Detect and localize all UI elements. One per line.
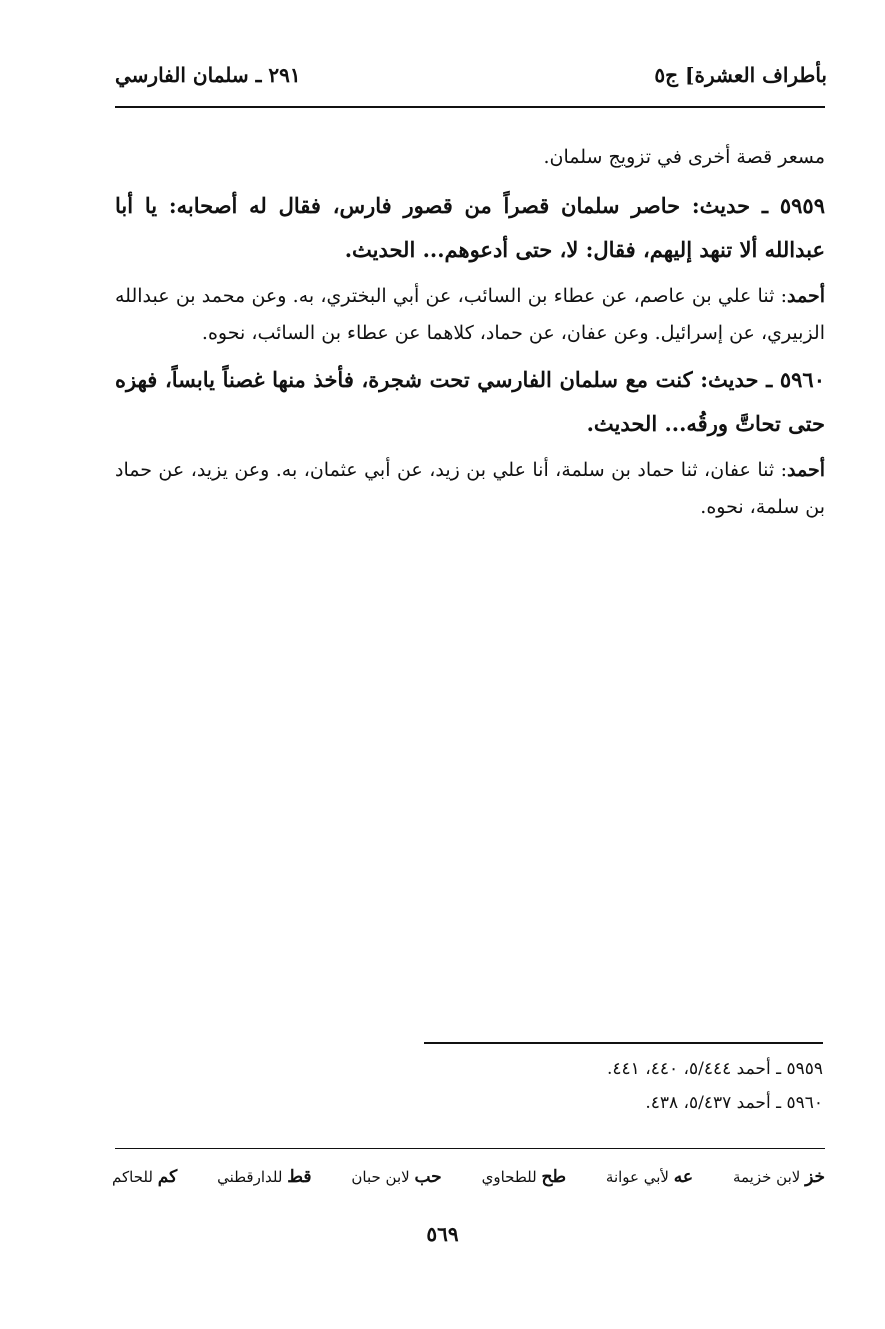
hadith-number: ٥٩٥٩ <box>779 193 825 218</box>
page-number: ٥٦٩ <box>426 1222 459 1246</box>
legend-item <box>351 1162 441 1192</box>
isnad-text: : ثنا علي بن عاصم، عن عطاء بن السائب، عن أبي البختري، به. وعن محمد بن عبدالله الزبيري، عن إسرائيل. وعن عفان، عن حماد، كلاهما عن عطاء بن السائب، نحوه. <box>115 285 825 344</box>
legend-rule <box>115 1148 825 1149</box>
legend-text: للحاكم <box>112 1168 153 1186</box>
header-chapter-title: ٢٩١ ـ سلمان الفارسي <box>115 63 301 87</box>
hadith-number: ٥٩٦٠ <box>779 367 825 392</box>
intro-line: مسعر قصة أخرى في تزويج سلمان. <box>543 146 825 168</box>
legend-abbr: حب <box>414 1167 442 1187</box>
isnad-5960 <box>115 452 825 526</box>
source-label: أحمد <box>787 285 825 307</box>
legend-abbr: عه <box>673 1167 694 1187</box>
header-book-title: بأطراف العشرة] ج٥ <box>654 63 827 87</box>
legend-text: لابن خزيمة <box>732 1168 801 1186</box>
hadith-5959 <box>115 184 825 272</box>
isnad-text: : ثنا عفان، ثنا حماد بن سلمة، أنا علي بن زيد، عن أبي عثمان، به. وعن يزيد، عن حماد بن سلمة، نحوه. <box>115 459 825 518</box>
legend-item <box>112 1162 177 1192</box>
legend-item <box>482 1162 566 1192</box>
abbreviation-legend <box>112 1162 825 1192</box>
footnote-rule <box>424 1042 823 1044</box>
isnad-5959 <box>115 278 825 352</box>
legend-abbr: طح <box>541 1167 566 1187</box>
legend-abbr: قط <box>287 1167 312 1187</box>
source-label: أحمد <box>787 459 825 481</box>
main-text <box>115 138 825 532</box>
legend-text: للطحاوي <box>481 1168 537 1186</box>
footnote-5960: ٥٩٦٠ ـ أحمد ٥/٤٣٧، ٤٣٨. <box>645 1093 823 1113</box>
legend-text: للدارقطني <box>217 1168 283 1186</box>
hadith-text: ـ حديث: كنت مع سلمان الفارسي تحت شجرة، فأخذ منها غصناً يابساً، فهزه حتى تحاتَّ ورقُه... الحديث. <box>115 367 825 436</box>
hadith-5960 <box>115 358 825 446</box>
legend-item <box>606 1162 693 1192</box>
legend-text: لابن حبان <box>351 1168 410 1186</box>
legend-item <box>733 1162 825 1192</box>
running-header <box>115 58 827 92</box>
legend-item <box>217 1162 311 1192</box>
legend-abbr: كم <box>157 1167 178 1187</box>
hadith-text: ـ حديث: حاصر سلمان قصراً من قصور فارس، فقال له أصحابه: يا أبا عبدالله ألا تنهد إليهم، فقال: لا، حتى أدعوهم... الحديث. <box>115 193 825 262</box>
header-rule <box>115 106 825 108</box>
footnotes <box>400 1052 823 1120</box>
footnote-5959: ٥٩٥٩ ـ أحمد ٥/٤٤٤، ٤٤٠، ٤٤١. <box>607 1059 823 1079</box>
legend-text: لأبي عوانة <box>605 1168 669 1186</box>
legend-abbr: خز <box>805 1167 825 1187</box>
